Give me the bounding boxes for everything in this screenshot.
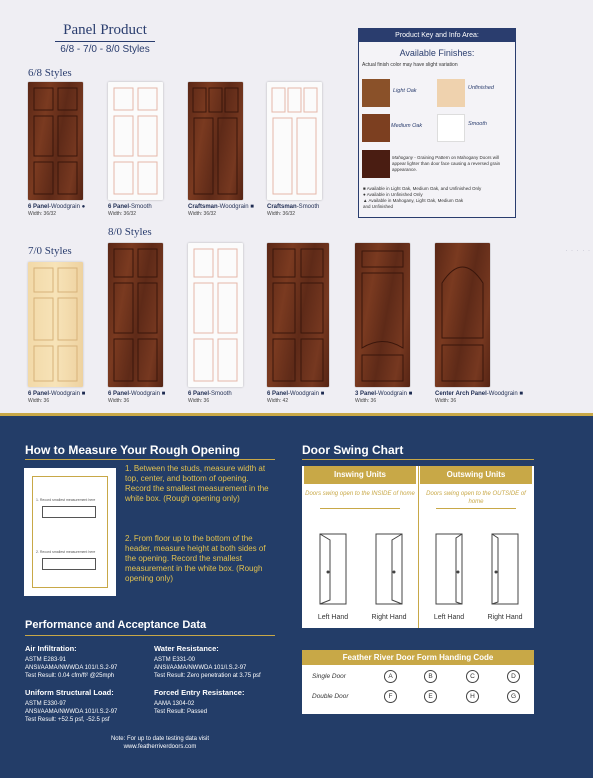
title-rule — [55, 41, 155, 42]
measure-diagram — [24, 468, 116, 596]
record-label: 1. Record smallest measurement here — [36, 498, 96, 502]
uniform-heading: Uniform Structural Load: — [25, 688, 114, 697]
opening-frame — [32, 476, 108, 588]
water-line: Test Result: Zero penetration at 3.75 psf — [154, 673, 261, 679]
uniform-line: ANSI/AAMA/NWWDA 101/I.S.2-97 — [25, 709, 118, 715]
availability-item: ▲ Available in Mahogany, Light Oak, Medium Oak — [363, 198, 464, 203]
double-door-label: Double Door — [312, 693, 349, 700]
door-6-panel-woodgrain-80-wide[interactable] — [267, 243, 329, 387]
handing-code: C — [466, 670, 479, 683]
availability-item: ● Available in Unfinished Only — [363, 192, 423, 197]
chart-divider — [418, 466, 419, 628]
water-line: ANSI/AAMA/NWWDA 101/I.S.2-97 — [154, 665, 247, 671]
door-center-arch-woodgrain-80[interactable] — [435, 243, 490, 387]
availability-item: and Unfinished — [363, 204, 394, 209]
measure-rule — [25, 459, 275, 460]
craftsman-outline — [188, 82, 243, 200]
availability-list — [363, 186, 515, 210]
air-heading: Air Infiltration: — [25, 644, 77, 653]
handing-code: F — [384, 690, 397, 703]
record-box — [42, 506, 96, 518]
door-6-panel-woodgrain-70[interactable] — [28, 262, 83, 387]
water-line: ASTM E331-00 — [154, 657, 196, 663]
door-caption: 6 Panel-Woodgrain ■ Width: 36 — [28, 391, 86, 404]
section-68-heading: 6/8 Styles — [28, 67, 72, 79]
door-6-panel-woodgrain-80[interactable] — [108, 243, 163, 387]
mahogany-note: Mahogany - Graining Pattern on Mahogany Doors will appear lighter than door face causing a reversed grain appearance. — [392, 155, 501, 172]
swing-label: Left Hand — [433, 614, 465, 621]
outswing-header: Outswing Units — [420, 466, 532, 484]
note-text: Note: For up to date testing data visit — [110, 736, 210, 742]
six-panel-outline — [28, 262, 83, 387]
door-caption: Craftsman-Woodgrain ■ Width: 36/32 — [188, 204, 254, 217]
unfinished-label: Unfinished — [468, 85, 494, 91]
door-craftsman-woodgrain-68[interactable] — [188, 82, 243, 200]
door-caption: 6 Panel-Woodgrain ■ Width: 42 — [267, 391, 325, 404]
forced-line: Test Result: Passed — [154, 709, 208, 715]
measure-step-1: 1. Between the studs, measure width at top, center, and bottom of opening. Record the smallest measurement in the white box. (Rough opening only) — [125, 464, 269, 503]
handing-header: Feather River Door Form Handing Code — [302, 650, 534, 665]
door-swing-chart — [302, 466, 534, 628]
smooth-label: Smooth — [468, 121, 487, 127]
finish-note: Actual finish color may have slight variation — [362, 62, 458, 68]
swing-label: Right Hand — [371, 614, 407, 621]
smooth-swatch — [437, 114, 465, 142]
medium-oak-swatch — [362, 114, 390, 142]
testing-note — [60, 735, 260, 751]
swing-rule — [302, 459, 534, 460]
decorative-dots: · · · · · — [565, 248, 591, 254]
light-oak-swatch — [362, 79, 390, 107]
handing-code: E — [424, 690, 437, 703]
desc-rule — [436, 508, 516, 509]
six-panel-outline — [108, 243, 163, 387]
handing-code: A — [384, 670, 397, 683]
six-panel-outline — [28, 82, 83, 200]
light-oak-label: Light Oak — [393, 88, 417, 94]
door-3-panel-woodgrain-80[interactable] — [355, 243, 410, 387]
door-6-panel-smooth-68[interactable] — [108, 82, 163, 200]
three-panel-outline — [355, 243, 410, 387]
door-6-panel-smooth-80[interactable] — [188, 243, 243, 387]
inswing-right-door — [372, 532, 406, 606]
door-caption: 6 Panel-Woodgrain ● Width: 36/32 — [28, 204, 86, 217]
air-line: ASTM E283-91 — [25, 657, 67, 663]
uniform-line: Test Result: +52.5 psf, -52.5 psf — [25, 717, 110, 723]
measure-step-2: 2. From floor up to the bottom of the header, measure height at both sides of the opening. Record the smallest measurement in the white box. (Rough opening only) — [125, 534, 266, 583]
door-caption: 6 Panel-Woodgrain ■ Width: 36 — [108, 391, 166, 404]
air-line: ANSI/AAMA/NWWDA 101/I.S.2-97 — [25, 665, 118, 671]
forced-heading: Forced Entry Resistance: — [154, 688, 245, 697]
swing-label: Left Hand — [317, 614, 349, 621]
swing-label: Right Hand — [487, 614, 523, 621]
door-caption: Center Arch Panel-Woodgrain ■ Width: 36 — [435, 391, 523, 404]
page-subtitle: 6/8 - 7/0 - 8/0 Styles — [60, 44, 150, 55]
handing-code: G — [507, 690, 520, 703]
mahogany-swatch — [362, 150, 390, 178]
page-title: Panel Product — [63, 22, 147, 38]
outswing-desc: Doors swing open to the OUTSIDE of home — [426, 491, 526, 505]
measure-heading: How to Measure Your Rough Opening — [25, 443, 240, 457]
section-70-heading: 7/0 Styles — [28, 245, 72, 257]
center-arch-outline — [435, 243, 490, 387]
uniform-line: ASTM E330-97 — [25, 701, 67, 707]
record-label: 2. Record smallest measurement here — [36, 550, 96, 554]
door-caption: 6 Panel-Smooth Width: 36 — [188, 391, 232, 404]
availability-item: ■ Available in Light Oak, Medium Oak, and Unfinished Only — [363, 186, 482, 191]
handing-code-box — [302, 650, 534, 714]
handing-code: B — [424, 670, 437, 683]
outswing-right-door — [488, 532, 522, 606]
craftsman-outline — [267, 82, 322, 200]
key-header: Product Key and Info Area: — [359, 29, 515, 42]
door-caption: 3 Panel-Woodgrain ■ Width: 36 — [355, 391, 413, 404]
desc-rule — [320, 508, 400, 509]
outswing-left-door — [432, 532, 466, 606]
performance-rule — [25, 635, 275, 636]
section-80-heading: 8/0 Styles — [108, 226, 152, 238]
finishes-title: Available Finishes: — [399, 48, 475, 58]
performance-heading: Performance and Acceptance Data — [25, 619, 207, 631]
inswing-desc: Doors swing open to the INSIDE of home — [305, 491, 415, 497]
single-door-label: Single Door — [312, 673, 346, 680]
door-craftsman-smooth-68[interactable] — [267, 82, 322, 200]
six-panel-outline — [267, 243, 329, 387]
forced-line: AAMA 1304-02 — [154, 701, 195, 707]
swing-heading: Door Swing Chart — [302, 443, 404, 457]
medium-oak-label: Medium Oak — [391, 123, 423, 129]
website-link[interactable]: www.featherriverdoors.com — [123, 744, 197, 750]
record-box — [42, 558, 96, 570]
six-panel-outline — [188, 243, 243, 387]
six-panel-outline — [108, 82, 163, 200]
door-caption: Craftsman-Smooth Width: 36/32 — [267, 204, 320, 217]
handing-code: H — [466, 690, 479, 703]
air-line: Test Result: 0.04 cfm/ft² @25mph — [25, 673, 115, 679]
unfinished-swatch — [437, 79, 465, 107]
inswing-left-door — [316, 532, 350, 606]
door-6-panel-woodgrain-68[interactable] — [28, 82, 83, 200]
inswing-header: Inswing Units — [304, 466, 416, 484]
handing-code: D — [507, 670, 520, 683]
water-heading: Water Resistance: — [154, 644, 219, 653]
door-caption: 6 Panel-Smooth Width: 36/32 — [108, 204, 152, 217]
